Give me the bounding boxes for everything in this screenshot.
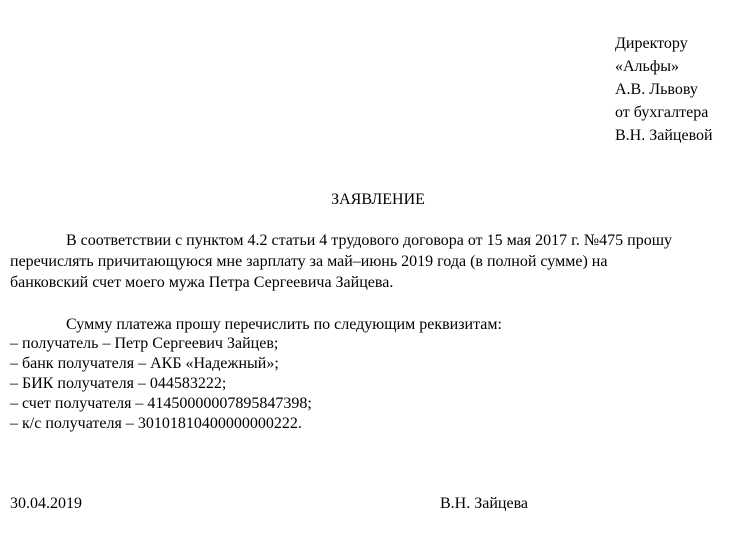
addressee-line: А.В. Львову xyxy=(615,81,698,98)
requisite-item: – счет получателя – 41450000007895847398; xyxy=(10,395,312,412)
requisite-item: – банк получателя – АКБ «Надежный»; xyxy=(10,355,279,372)
addressee-line: «Альфы» xyxy=(615,58,679,75)
document-date: 30.04.2019 xyxy=(10,495,82,512)
paragraph-line: банковский счет моего мужа Петра Сергеевича Зайцева. xyxy=(10,274,394,291)
addressee-line: Директору xyxy=(615,35,688,52)
addressee-line: В.Н. Зайцевой xyxy=(615,127,713,144)
requisite-item: – БИК получателя – 044583222; xyxy=(10,375,227,392)
paragraph-line: В соответствии с пунктом 4.2 статьи 4 трудового договора от 15 мая 2017 г. №475 прошу xyxy=(66,232,673,249)
requisites-intro: Сумму платежа прошу перечислить по следующим реквизитам: xyxy=(66,316,502,333)
requisite-item: – к/с получателя – 30101810400000000222. xyxy=(10,415,302,432)
paragraph-line: перечислять причитающуюся мне зарплату за май–июнь 2019 года (в полной сумме) на xyxy=(10,253,608,270)
requisite-item: – получатель – Петр Сергеевич Зайцев; xyxy=(10,335,279,352)
signature-name: В.Н. Зайцева xyxy=(440,495,529,512)
document-title: ЗАЯВЛЕНИЕ xyxy=(331,191,425,208)
addressee-line: от бухгалтера xyxy=(615,104,709,121)
